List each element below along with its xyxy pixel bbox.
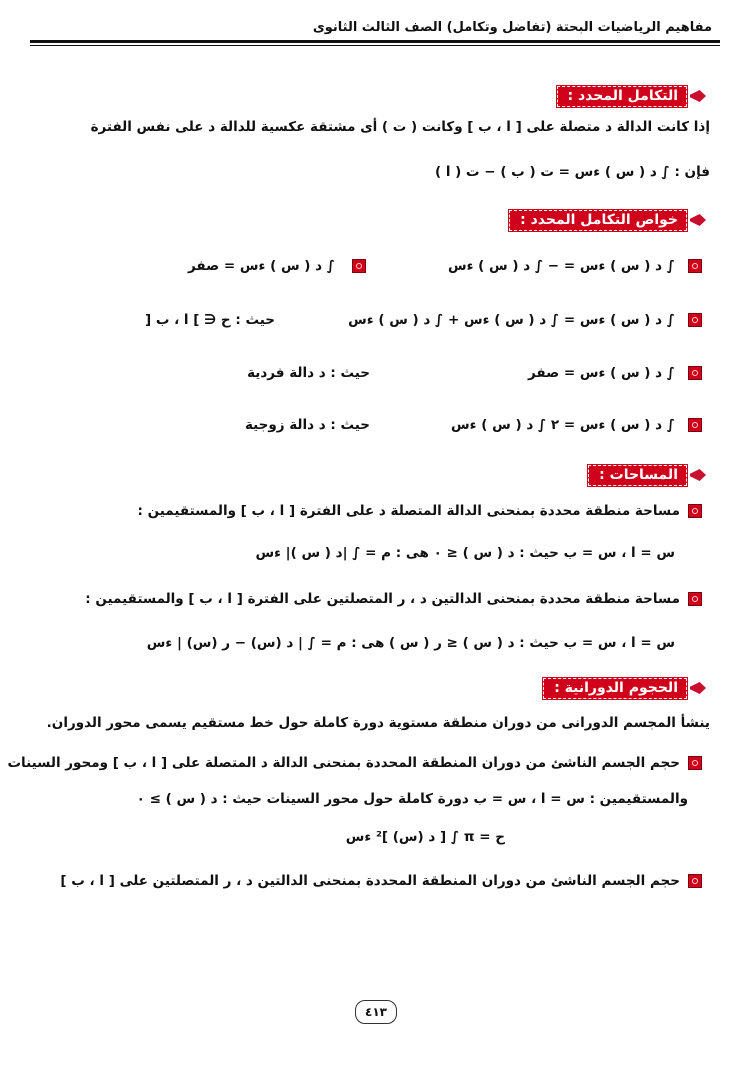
volume-1-formula: ح = π ∫ [ د (س) ]² ءس — [345, 829, 505, 845]
volume-1-text: حجم الجسم الناشئ من دوران المنطقة المحددة بمنحنى الدالة د المتصلة على [ ا ، ب ] ومحور السينات — [7, 755, 680, 771]
property-4-condition: حيث : د دالة زوجية — [244, 417, 370, 433]
area-2-formula: س = ا ، س = ب حيث : د ( س ) ≤ ر ( س ) هى : م = ∫ | د (س) − ر (س) | ءس — [146, 635, 675, 651]
area-2-text: مساحة منطقة محددة بمنحنى الدالتين د ، ر المتصلتين على الفترة [ ا ، ب ] والمستقيمين : — [85, 591, 680, 607]
property-1-b: ∫ د ( س ) ءس = − ∫ د ( س ) ءس — [447, 258, 675, 274]
volumes-intro: ينشأ المجسم الدورانى من دوران منطقة مستوية دورة كاملة حول خط مستقيم يسمى محور الدوران. — [46, 715, 710, 731]
bullet-icon — [688, 592, 702, 606]
pen-icon — [690, 682, 706, 694]
pen-icon — [690, 469, 706, 481]
pen-icon — [690, 214, 706, 226]
bullet-icon — [688, 418, 702, 432]
section-heading-areas: المساحات : — [588, 465, 706, 485]
section-heading-properties: خواص التكامل المحدد : — [509, 210, 706, 230]
definite-text: إذا كانت الدالة د متصلة على [ ا ، ب ] وكانت ( ت ) أى مشتقة عكسية للدالة د على نفس الفترة — [90, 119, 710, 135]
property-2-condition: حيث : ح ∈ ] ا ، ب [ — [144, 312, 275, 328]
volume-1-text-continued: والمستقيمين : س = ا ، س = ب دورة كاملة حول محور السينات حيث : د ( س ) ≥ ٠ — [136, 791, 688, 807]
header-title: مفاهيم الرياضيات البحتة (تفاضل وتكامل) الصف الثالث الثانوى — [312, 20, 712, 35]
pen-icon — [690, 90, 706, 102]
bullet-icon — [688, 366, 702, 380]
bullet-icon — [688, 504, 702, 518]
bullet-icon — [688, 874, 702, 888]
area-1-formula: س = ا ، س = ب حيث : د ( س ) ≤ ٠ هى : م = ∫ |د ( س )| ءس — [255, 545, 675, 561]
header-rule-thin — [30, 45, 720, 46]
bullet-icon — [688, 313, 702, 327]
property-4-formula: ∫ د ( س ) ءس = ٢ ∫ د ( س ) ءس — [451, 417, 675, 433]
property-3-formula: ∫ د ( س ) ءس = صفر — [527, 365, 675, 381]
property-2-formula: ∫ د ( س ) ءس = ∫ د ( س ) ءس + ∫ د ( س ) ءس — [348, 312, 675, 328]
volume-2-text: حجم الجسم الناشئ من دوران المنطقة المحددة بمنحنى الدالتين د ، ر المتصلتين على [ ا ، ب ] — [60, 873, 680, 889]
area-1-text: مساحة منطقة محددة بمنحنى الدالة المتصلة د على الفترة [ ا ، ب ] والمستقيمين : — [137, 503, 680, 519]
section-heading-definite-integral: التكامل المحدد : — [557, 86, 706, 106]
bullet-icon — [688, 259, 702, 273]
property-1-a: ∫ د ( س ) ءس = صفر — [187, 258, 335, 274]
bullet-icon — [688, 756, 702, 770]
property-3-condition: حيث : د دالة فردية — [247, 365, 370, 381]
section-heading-volumes: الحجوم الدورانية : — [543, 678, 706, 698]
bullet-icon — [352, 259, 366, 273]
header-rule — [30, 40, 720, 43]
definite-formula: فإن : ∫ د ( س ) ءس = ت ( ب ) − ت ( ا ) — [434, 164, 710, 180]
page-number: ٤١٣ — [355, 1000, 397, 1024]
